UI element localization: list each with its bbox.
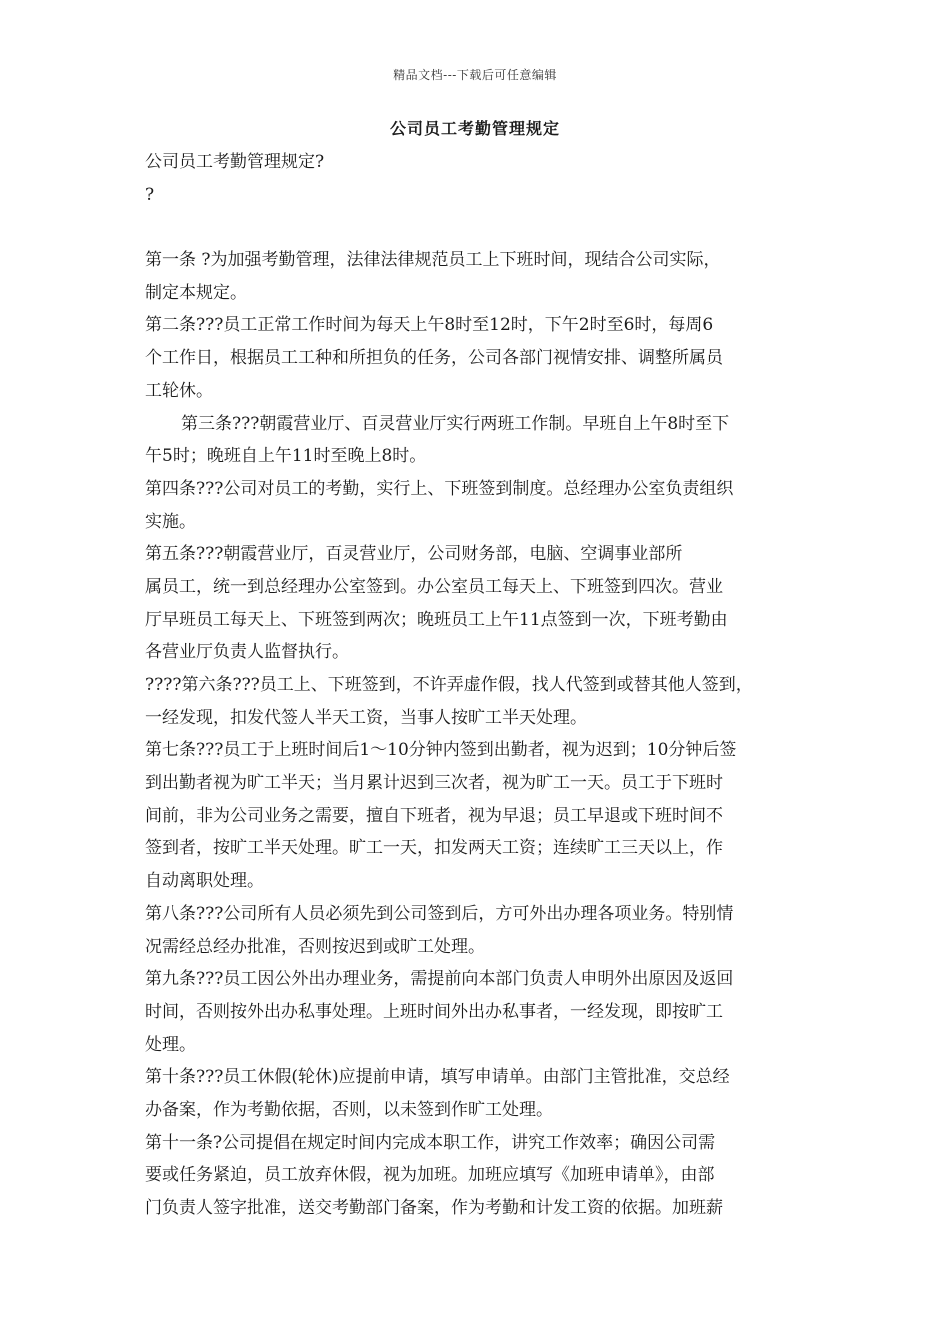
text-line: 第四条???公司对员工的考勤，实行上、下班签到制度。总经理办公室负责组织 [145, 478, 734, 499]
text-line: 第五条???朝霞营业厅，百灵营业厅，公司财务部，电脑、空调事业部所 [145, 544, 683, 565]
text-line: 各营业厅负责人监督执行。 [145, 642, 349, 663]
text-line: ????第六条???员工上、下班签到，不许弄虚作假，找人代签到或替其他人签到， [145, 675, 753, 695]
header-note: 精品文档---下载后可任意编辑 [393, 68, 557, 82]
text-line: 自动离职处理。 [145, 871, 264, 892]
text-line: 到出勤者视为旷工半天；当月累计迟到三次者，视为旷工一天。员工于下班时 [145, 773, 723, 794]
text-line: 第九条???员工因公外出办理业务，需提前向本部门负责人申明外出原因及返回 [145, 969, 734, 990]
text-line: 工轮休。 [145, 380, 213, 401]
text-line: 第七条???员工于上班时间后1～10分钟内签到出勤者，视为迟到；10分钟后签 [145, 740, 737, 761]
text-line: 一经发现，扣发代签人半天工资，当事人按旷工半天处理。 [145, 707, 587, 728]
text-line: 第十一条?公司提倡在规定时间内完成本职工作，讲究工作效率；确因公司需 [145, 1132, 716, 1153]
text-line: 况需经总经办批准，否则按迟到或旷工处理。 [145, 936, 485, 957]
text-line: 间前，非为公司业务之需要，擅自下班者，视为早退；员工早退或下班时间不 [145, 805, 723, 826]
text-line: 厅早班员工每天上、下班签到两次；晚班员工上午11点签到一次，下班考勤由 [145, 609, 728, 630]
text-line: 第一条 ?为加强考勤管理，法律法律规范员工上下班时间，现结合公司实际， [145, 250, 721, 271]
text-line: 处理。 [145, 1034, 196, 1055]
document-body [145, 146, 817, 1225]
text-line: 签到者，按旷工半天处理。旷工一天，扣发两天工资；连续旷工三天以上，作 [145, 838, 723, 859]
text-line [145, 211, 817, 244]
text-line: 门负责人签字批准，送交考勤部门备案，作为考勤和计发工资的依据。加班薪 [145, 1198, 723, 1218]
text-line: 午5时；晚班自上午11时至晚上8时。 [145, 446, 427, 467]
text-line: 实施。 [145, 511, 196, 532]
text-line: 第三条???朝霞营业厅、百灵营业厅实行两班工作制。早班自上午8时至下 [181, 413, 730, 434]
text-line: 办备案，作为考勤依据，否则，以未签到作旷工处理。 [145, 1099, 553, 1120]
text-line: 公司员工考勤管理规定? [145, 152, 325, 172]
text-line: 第二条???员工正常工作时间为每天上午8时至12时，下午2时至6时，每周6 [145, 315, 714, 336]
text-line: 制定本规定。 [145, 282, 247, 303]
document-title: 公司员工考勤管理规定 [389, 119, 560, 138]
text-line: 时间，否则按外出办私事处理。上班时间外出办私事者，一经发现，即按旷工 [145, 1001, 723, 1022]
text-line: 第八条???公司所有人员必须先到公司签到后，方可外出办理各项业务。特别情 [145, 903, 734, 924]
text-line: 要或任务紧迫，员工放弃休假，视为加班。加班应填写《加班申请单》，由部 [145, 1165, 715, 1186]
text-line: 第十条???员工休假(轮休)应提前申请，填写申请单。由部门主管批准，交总经 [145, 1067, 730, 1088]
text-line: 个工作日，根据员工工种和所担负的任务，公司各部门视情安排、调整所属员 [145, 348, 723, 369]
text-line: 属员工，统一到总经理办公室签到。办公室员工每天上、下班签到四次。营业 [145, 576, 723, 597]
text-line: ? [145, 184, 155, 205]
